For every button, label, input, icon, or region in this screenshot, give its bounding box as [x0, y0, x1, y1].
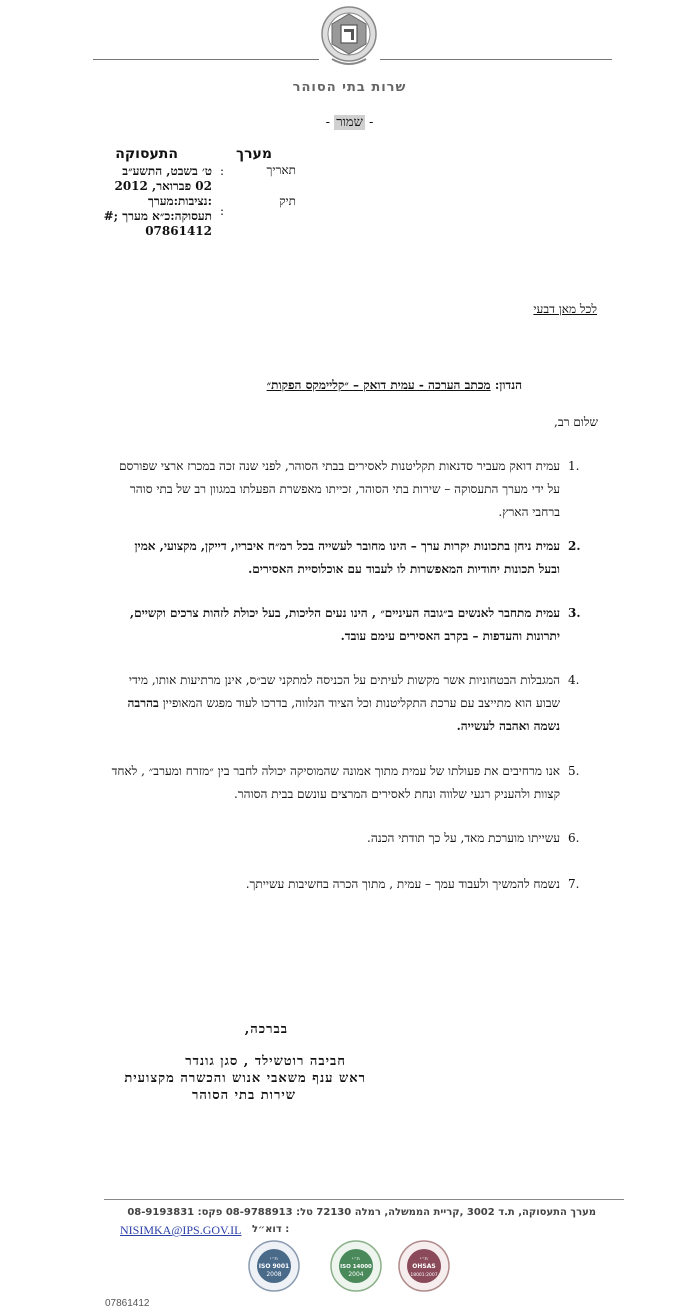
item-3-number: 3.	[568, 606, 581, 620]
addressee: לכל מאן דבעי	[533, 302, 597, 316]
greeting: שלום רב,	[554, 415, 598, 429]
file-label: תיק	[279, 194, 296, 208]
iso-9001-seal	[248, 1240, 300, 1296]
signer-name: חביבה רוטשילד , סגן גונדר	[185, 1054, 346, 1069]
classification	[0, 114, 699, 130]
item-1-number: 1.	[568, 459, 580, 473]
iso-14000-seal	[330, 1240, 382, 1296]
signer-title: ראש ענף משאבי אנוש והכשרה מקצועית	[124, 1071, 366, 1086]
ohsas-seal	[398, 1240, 450, 1296]
subject-prefix: הנדון:	[494, 378, 522, 392]
sender-dept-2: התעסוקה	[115, 146, 178, 162]
iso-14000-seal-icon	[330, 1240, 382, 1292]
item-5-text: אנו מרחיבים את פעולתו של עמית מתוך אמונה שהמוסיקה יכולה לחבר בין ״מזרח ומערב״ , לאחד קצוות ולהעניק רגעי שלווה ונחת לאסירים המרצים עונשם בבית הסוהר.	[111, 764, 560, 801]
subject-line	[60, 378, 522, 393]
iso-9001-std: ת״י	[270, 1256, 278, 1262]
iso-14000-label: ISO 14000	[340, 1264, 372, 1270]
footer-email-label: : דוא״ל	[252, 1224, 290, 1235]
iso-14000-std: ת״י	[352, 1256, 360, 1262]
sender-dept-1: מערך	[236, 146, 272, 162]
item-7-number: 7.	[568, 877, 580, 891]
file-line-3: 07861412	[145, 224, 212, 238]
iso-9001-seal-icon	[248, 1240, 300, 1292]
signer-org: שירות בתי הסוהר	[192, 1088, 296, 1103]
file-line-2: תעסוקה:כ״א מערך ;#	[103, 209, 212, 223]
date-hebrew: ט׳ בשבט, התשע״ב	[122, 164, 212, 178]
item-7-text: נשמח להמשיך ולעבוד עמך – עמית , מתוך הכרה בחשיבות עשייתך.	[245, 877, 560, 891]
item-4-text-a: המגבלות הבטחוניות אשר מקשות לעיתים על הכניסה למתקני שב״ס, אינן מרתיעות אותו, מידי שבוע הוא מתייצב עם ערכת התקליטנות וכל הציוד הנלווה, בדרכו לעוד מפגש המאופיין	[128, 673, 560, 710]
classification-label: שמור	[336, 115, 363, 130]
date-label: תאריך	[266, 163, 296, 177]
iso-9001-label: ISO 9001	[258, 1263, 290, 1270]
item-1-text: עמית דואק מעביר סדנאות תקליטנות לאסירים בבתי הסוהר, לפני שנה זכה במכרז ארצי שפורסם על ידי מערך התעסוקה – שירות בתי הסוהר, זכייתו מאפשרת הפעלתו במגוון רב של בתי סוהר ברחבי הארץ.	[119, 459, 560, 519]
header-rule-left	[93, 59, 319, 60]
ohsas-std: ת״י	[420, 1256, 428, 1262]
file-colon: :	[220, 204, 225, 218]
iso-9001-year: 2008	[266, 1271, 282, 1278]
item-4-text	[110, 669, 560, 738]
iso-14000-year: 2004	[348, 1271, 364, 1278]
org-name: שרות בתי הסוהר	[292, 80, 407, 95]
item-6-text: עשייתו מוערכת מאד, על כך תודתי הכנה.	[367, 831, 560, 845]
date-gregorian: 02 פברואר, 2012	[114, 179, 212, 193]
ohsas-year: 18001:2007	[410, 1273, 438, 1278]
item-6-number: 6.	[568, 831, 580, 845]
item-3-text: עמית מתחבר לאנשים ב״גובה העיניים״ , הינו נעים הליכות, בעל יכולת לזהות צרכים וקשיים, יתרונות והעדפות – בקרב האסירים עימם עובד.	[129, 606, 560, 643]
ohsas-seal-icon	[398, 1240, 450, 1292]
item-4-number: 4.	[568, 673, 580, 687]
document-number: 07861412	[105, 1298, 150, 1309]
footer-address: מערך התעסוקה, ת.ד 3002 ,קריית הממשלה, רמלה 72130 טל: 08-9788913 פקס: 08-9193831	[127, 1207, 596, 1218]
classification-prefix: -	[368, 115, 374, 130]
file-line-1: :נציבות:מערך	[147, 194, 212, 208]
item-4-text-b: בהרבה נשמה ואהבה לעשייה.	[127, 696, 560, 733]
date-colon: :	[220, 164, 225, 178]
item-2-number: 2.	[568, 539, 581, 553]
classification-suffix: -	[325, 115, 331, 130]
item-2-text: עמית ניחן בתכונות יקרות ערך – הינו מחובר לעשייה בכל רמ״ח איבריו, דייקן, מקצועי, אמין ובעל תכונות יחודיות המאפשרות לו לעבוד עם אוכלוסיית האסירים.	[134, 539, 560, 576]
footer-email-link[interactable]: NISIMKA@IPS.GOV.IL	[120, 1223, 242, 1237]
header-rule-right	[380, 59, 612, 60]
ohsas-label: OHSAS	[412, 1263, 436, 1270]
footer-rule	[104, 1199, 624, 1200]
closing: בברכה,	[244, 1022, 288, 1037]
ips-emblem-logo	[318, 4, 380, 70]
subject-text: מכתב הערכה - עמית דואק – ״קליימקס הפקות״	[266, 378, 491, 392]
item-5-number: 5.	[568, 764, 580, 778]
